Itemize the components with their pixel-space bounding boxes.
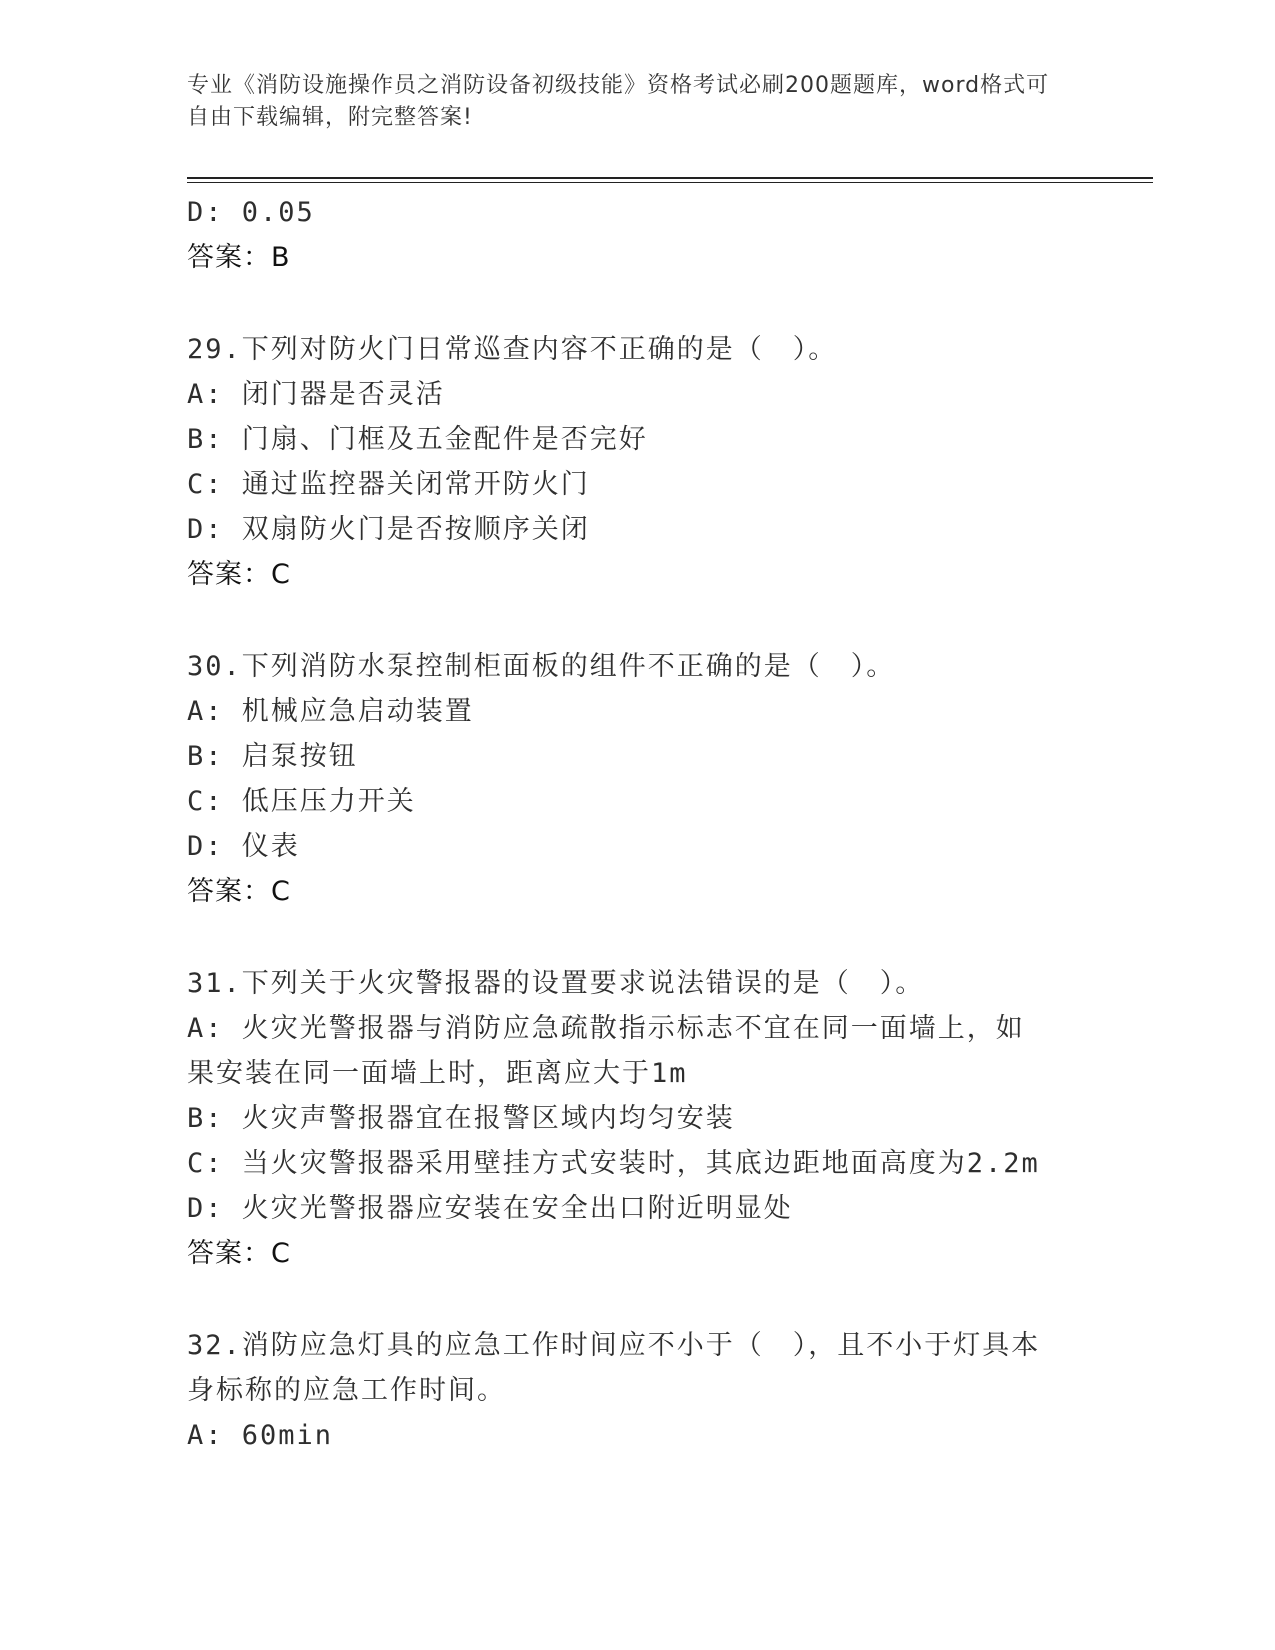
question-31 (187, 961, 1087, 1277)
question-stem: 32.消防应急灯具的应急工作时间应不小于（ ），且不小于灯具本身标称的应急工作时间。 (187, 1330, 1041, 1406)
document-body (187, 190, 1087, 1458)
header-rule-thick (187, 177, 1153, 179)
option-a: A: 机械应急启动装置 (187, 696, 474, 727)
option-d: D: 0.05 (187, 197, 315, 228)
question-30 (187, 644, 1087, 915)
option-a: A: 60min (187, 1420, 334, 1451)
question-29 (187, 327, 1087, 598)
answer-line: 答案：B (187, 242, 291, 273)
option-a: A: 火灾光警报器与消防应急疏散指示标志不宜在同一面墙上，如果安装在同一面墙上时，距离应大于1m (187, 1013, 1025, 1089)
option-b: B: 火灾声警报器宜在报警区域内均匀安装 (187, 1103, 735, 1134)
option-c: C: 通过监控器关闭常开防火门 (187, 469, 590, 500)
answer-line: 答案：C (187, 1238, 291, 1269)
header-rule-thin (187, 182, 1153, 183)
option-d: D: 火灾光警报器应安装在安全出口附近明显处 (187, 1193, 793, 1224)
option-d: D: 仪表 (187, 831, 300, 862)
answer-line: 答案：C (187, 876, 291, 907)
option-c: C: 低压压力开关 (187, 786, 416, 817)
question-32 (187, 1323, 1087, 1458)
question-stem: 31.下列关于火灾警报器的设置要求说法错误的是（ ）。 (187, 968, 925, 999)
option-c: C: 当火灾警报器采用壁挂方式安装时，其底边距地面高度为2.2m (187, 1148, 1040, 1179)
option-b: B: 启泵按钮 (187, 741, 358, 772)
question-stem: 29.下列对防火门日常巡查内容不正确的是（ ）。 (187, 334, 838, 365)
option-b: B: 门扇、门框及五金配件是否完好 (187, 424, 648, 455)
option-d: D: 双扇防火门是否按顺序关闭 (187, 514, 590, 545)
answer-line: 答案：C (187, 559, 291, 590)
option-a: A: 闭门器是否灵活 (187, 379, 445, 410)
question-stem: 30.下列消防水泵控制柜面板的组件不正确的是（ ）。 (187, 651, 896, 682)
document-header: 专业《消防设施操作员之消防设备初级技能》资格考试必刷200题题库，word格式可自由下载编辑，附完整答案! (187, 73, 1050, 130)
